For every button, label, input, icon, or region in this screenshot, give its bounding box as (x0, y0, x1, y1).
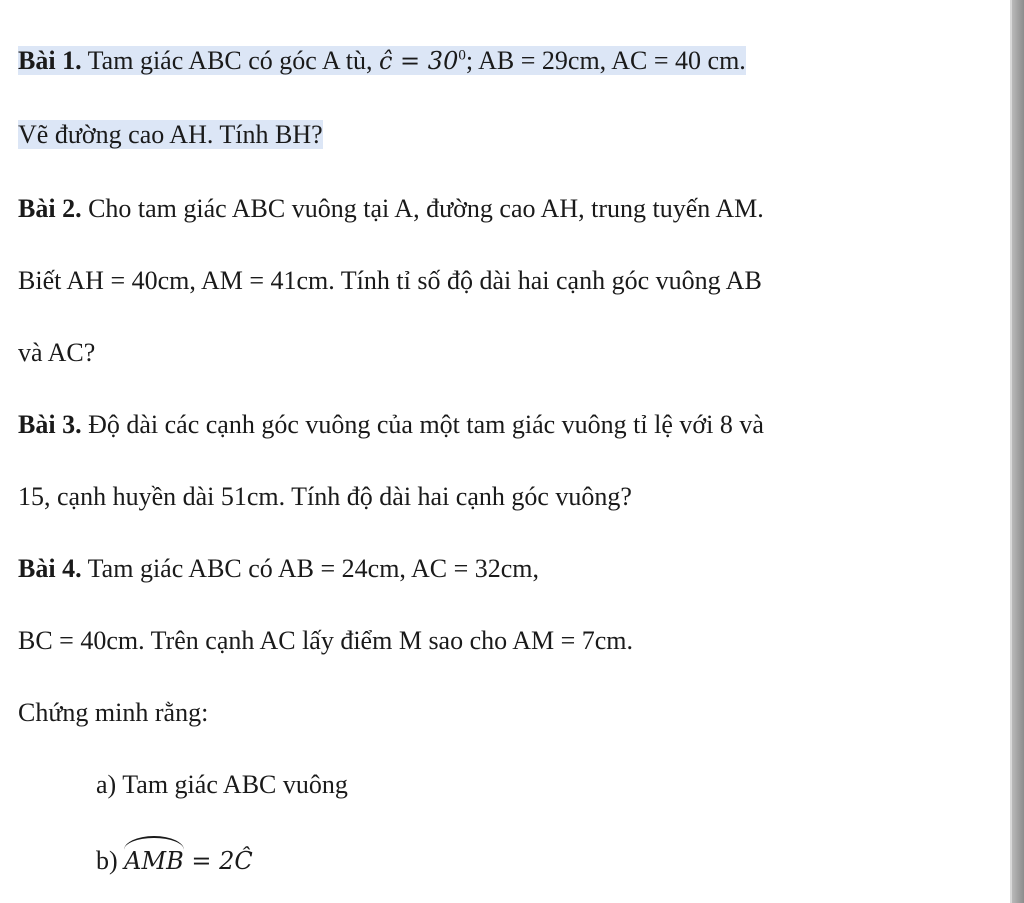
bai4-part-a (96, 768, 348, 802)
page-edge (1012, 0, 1024, 903)
bai2-line3 (18, 336, 95, 370)
bai2-line2 (18, 264, 762, 298)
bai1-line2-text: Vẽ đường cao AH. Tính BH? (18, 120, 323, 149)
bai4-part-b-rest: = 2Ĉ (183, 847, 253, 875)
bai4-line3-text: Chứng minh rằng: (18, 698, 209, 727)
bai1-angle-math: ĉ = 30 (378, 47, 459, 75)
bai1-text-b: ; AB = 29cm, AC = 40 cm. (465, 46, 746, 75)
bai3-heading: Bài 3. (18, 410, 82, 439)
bai1-highlight (18, 46, 746, 75)
bai1-line2 (18, 118, 323, 152)
bai3-line2-text: 15, cạnh huyền dài 51cm. Tính độ dài hai cạnh góc vuông? (18, 482, 632, 511)
bai3-line2 (18, 480, 632, 514)
bai4-line3 (18, 696, 208, 730)
bai4-heading: Bài 4. (18, 554, 82, 583)
bai4-part-b (96, 838, 253, 878)
bai4-part-b-prefix: b) (96, 846, 125, 875)
bai4-line2 (18, 624, 633, 658)
bai2-line2-text: Biết AH = 40cm, AM = 41cm. Tính tỉ số độ dài hai cạnh góc vuông AB (18, 266, 762, 295)
bai1-text-a: Tam giác ABC có góc A tù, (81, 46, 379, 75)
bai1-line1 (18, 44, 746, 78)
bai4-line1 (18, 552, 539, 586)
bai3-line1-text: Độ dài các cạnh góc vuông của một tam giác vuông tỉ lệ với 8 và (81, 410, 764, 439)
bai4-line1-text: Tam giác ABC có AB = 24cm, AC = 32cm, (81, 554, 540, 583)
bai2-line3-text: và AC? (18, 338, 96, 367)
bai4-line2-text: BC = 40cm. Trên cạnh AC lấy điểm M sao cho AM = 7cm. (18, 626, 634, 655)
bai2-line1-text: Cho tam giác ABC vuông tại A, đường cao AH, trung tuyến AM. (81, 194, 764, 223)
bai1-degree-sup: 0 (458, 47, 466, 64)
bai3-line1 (18, 408, 764, 442)
bai4-part-a-text: a) Tam giác ABC vuông (96, 770, 348, 799)
bai2-line1 (18, 192, 764, 226)
angle-amb-arc: AMB (124, 838, 184, 878)
bai2-heading: Bài 2. (18, 194, 82, 223)
bai1-heading: Bài 1. (18, 46, 82, 75)
